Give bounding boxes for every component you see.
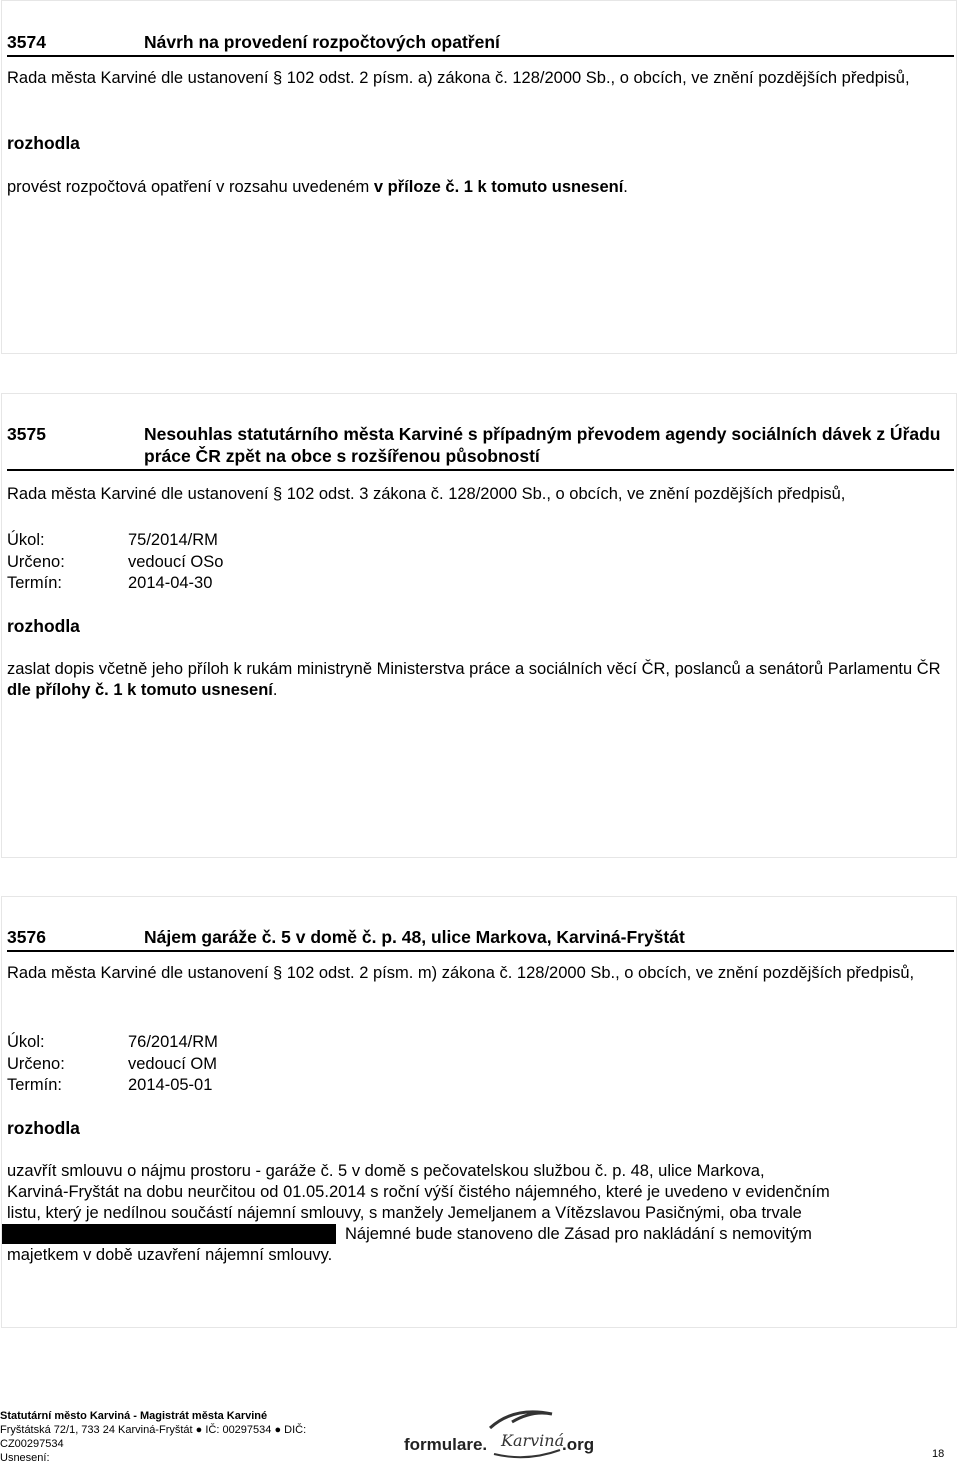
logo-underline <box>494 1450 560 1457</box>
task-value: 2014-04-30 <box>128 574 213 592</box>
legal-basis: Rada města Karviné dle ustanovení § 102 odst. 3 zákona č. 128/2000 Sb., o obcích, ve znění pozdějších předpisů, <box>7 485 846 503</box>
legal-basis: Rada města Karviné dle ustanovení § 102 odst. 2 písm. m) zákona č. 128/2000 Sb., o obcích, ve znění pozdějších předpisů, <box>7 964 915 982</box>
attachment-reference: v příloze č. 1 k tomuto usnesení <box>373 178 624 196</box>
task-row <box>7 1032 218 1054</box>
resolution-heading-3574 <box>7 31 954 57</box>
resolution-title: Návrh na provedení rozpočtových opatření <box>144 32 500 52</box>
resolution-text <box>7 1161 950 1266</box>
resolution-heading-3575 <box>7 423 954 471</box>
resolution-text-end: . <box>623 178 628 196</box>
resolution-text-end: . <box>272 681 278 699</box>
task-row <box>7 530 223 552</box>
task-label: Určeno: <box>7 1054 65 1073</box>
resolution-number: 3576 <box>7 927 46 947</box>
task-value: 75/2014/RM <box>128 531 218 549</box>
footer-address: Fryštátská 72/1, 733 24 Karviná-Fryštát ● IČ: 00297534 ● DIČ: <box>0 1424 307 1436</box>
resolution-text-part: provést rozpočtová opatření v rozsahu uvedeném <box>7 178 374 196</box>
redaction-bar <box>2 1224 336 1244</box>
task-value: vedoucí OM <box>128 1054 217 1073</box>
formulare-logo <box>402 1404 614 1464</box>
resolution-line: listu, který je nedílnou součástí nájemní smlouvy, s manžely Jemeljanem a Vítězslavou Pasičnými, oba trvale <box>7 1204 802 1222</box>
task-value: 2014-05-01 <box>128 1076 213 1094</box>
logo-swoosh <box>490 1412 552 1428</box>
decided-label: rozhodla <box>7 133 80 153</box>
resolution-number: 3574 <box>7 32 46 52</box>
task-label: Úkol: <box>7 1033 45 1051</box>
task-row <box>7 552 223 574</box>
resolution-line: uzavřít smlouvu o nájmu prostoru - garáže č. 5 v domě s pečovatelskou službou č. p. 48, ulice Markova, <box>7 1162 765 1180</box>
resolution-text <box>7 659 950 701</box>
resolution-text <box>7 177 950 198</box>
footer <box>0 1409 306 1465</box>
task-row <box>7 1075 218 1097</box>
task-label: Termín: <box>7 574 63 592</box>
task-value: 76/2014/RM <box>128 1033 218 1051</box>
logo-text-right: .org <box>562 1435 595 1454</box>
decided-label: rozhodla <box>7 616 80 636</box>
task-label: Termín: <box>7 1076 63 1094</box>
decided-label: rozhodla <box>7 1118 80 1138</box>
resolution-title: Nájem garáže č. 5 v domě č. p. 48, ulice Markova, Karviná-Fryštát <box>144 927 685 947</box>
attachment-reference: dle přílohy č. 1 k tomuto usnesení <box>7 681 273 699</box>
footer-label: Usnesení: <box>0 1452 50 1464</box>
legal-basis: Rada města Karviné dle ustanovení § 102 odst. 2 písm. a) zákona č. 128/2000 Sb., o obcích, ve znění pozdějších předpisů, <box>7 69 910 87</box>
task-label: Určeno: <box>7 552 65 571</box>
task-row <box>7 1054 218 1076</box>
resolution-number: 3575 <box>7 424 46 444</box>
resolution-text-part: zaslat dopis včetně jeho příloh k rukám ministryně Ministerstva práce a sociálních věcí ČR, poslanců a senátorů Parlamentu ČR <box>7 660 941 678</box>
footer-dic: CZ00297534 <box>0 1438 64 1450</box>
resolution-line: Karviná-Fryštát na dobu neurčitou od 01.05.2014 s roční výší čistého nájemného, které je uvedeno v evidenčním <box>7 1183 830 1201</box>
resolution-line: majetkem v době uzavření nájemní smlouvy. <box>7 1246 333 1264</box>
page-number: 18 <box>932 1448 945 1460</box>
resolution-title: Nesouhlas statutárního města Karviné s případným převodem agendy sociálních dávek z Úřadu práce ČR zpět na obce s rozšířenou působností <box>144 424 941 466</box>
logo-text-left: formulare. <box>404 1435 488 1454</box>
task-value: vedoucí OSo <box>128 552 224 571</box>
resolution-heading-3576 <box>7 926 954 952</box>
task-info <box>7 1032 218 1097</box>
task-row <box>7 573 223 595</box>
task-label: Úkol: <box>7 531 45 549</box>
footer-organization: Statutární město Karviná - Magistrát města Karviné <box>0 1410 268 1422</box>
logo-text-mid: Karviná <box>501 1431 565 1450</box>
task-info <box>7 530 223 595</box>
resolution-line: Nájemné bude stanoveno dle Zásad pro nakládání s nemovitým <box>345 1225 812 1243</box>
